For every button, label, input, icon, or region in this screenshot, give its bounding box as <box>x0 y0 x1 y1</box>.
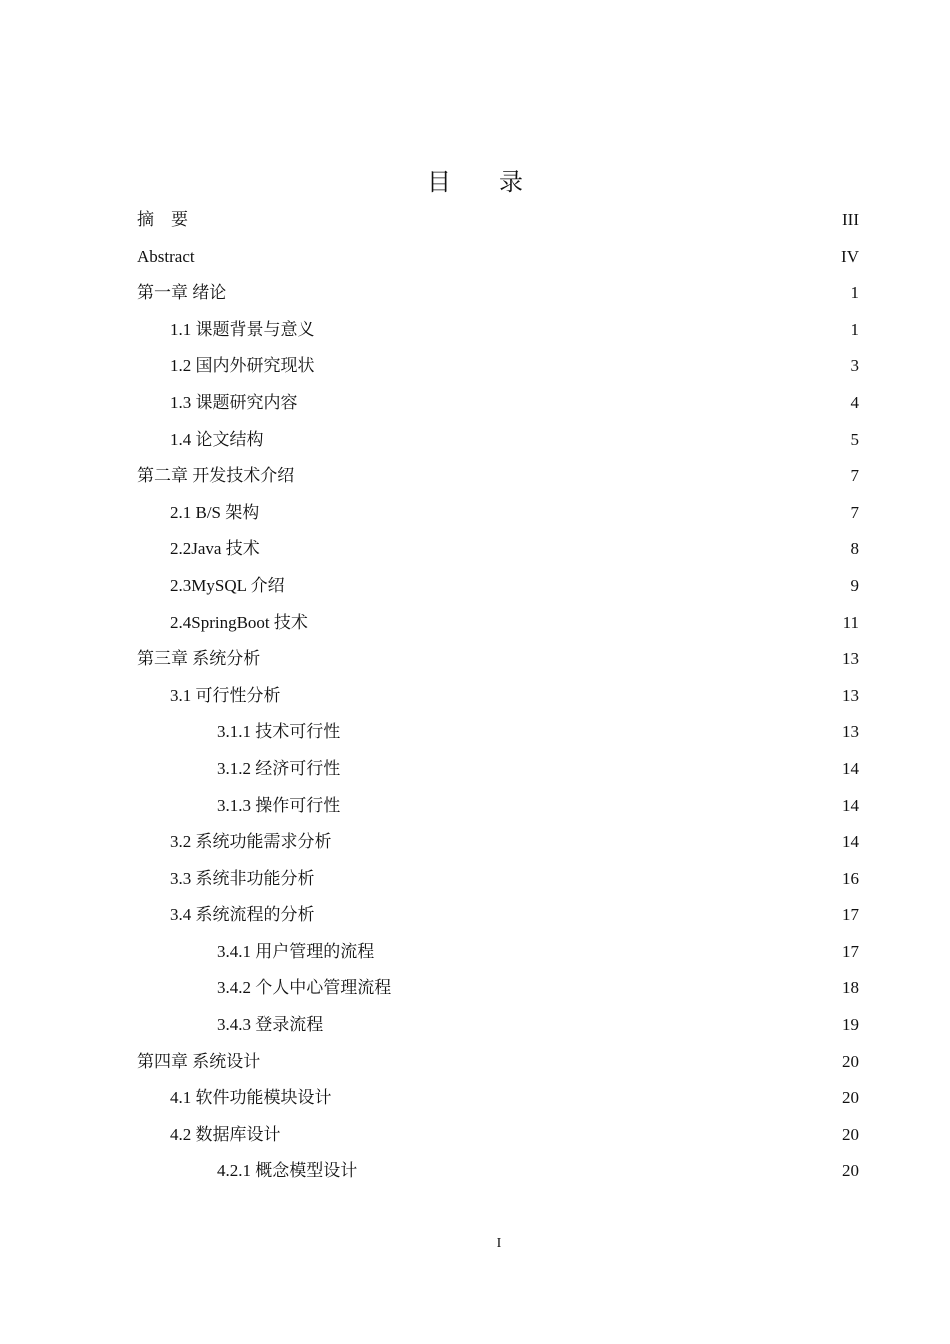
toc-entry-page: 17 <box>842 941 859 961</box>
toc-entry-page: 14 <box>842 795 859 815</box>
toc-entry-label: 第一章 绪论 <box>137 283 227 303</box>
toc-entry-page: 1 <box>850 283 859 303</box>
toc-entry[interactable] <box>137 385 859 422</box>
toc-entry-page: 4 <box>850 392 859 412</box>
toc-entry[interactable] <box>137 824 859 861</box>
toc-entry[interactable] <box>137 751 859 788</box>
table-of-contents <box>137 202 859 1190</box>
toc-entry[interactable] <box>137 934 859 971</box>
toc-entry[interactable] <box>137 348 859 385</box>
toc-entry-label: 3.2 系统功能需求分析 <box>170 832 332 852</box>
toc-entry[interactable] <box>137 275 859 312</box>
toc-entry-page: 16 <box>842 868 859 888</box>
toc-entry-label: 2.3MySQL 介绍 <box>170 575 285 595</box>
toc-entry-label: 3.4.2 个人中心管理流程 <box>217 978 392 998</box>
toc-entry[interactable] <box>137 239 859 276</box>
toc-entry[interactable] <box>137 861 859 898</box>
toc-entry-label: 3.1.1 技术可行性 <box>217 722 341 742</box>
toc-entry-label: 3.4.3 登录流程 <box>217 1015 324 1035</box>
toc-entry-label: 1.2 国内外研究现状 <box>170 356 315 376</box>
toc-entry-page: 11 <box>842 612 859 632</box>
toc-entry-page: 8 <box>850 539 859 559</box>
toc-entry-label: 1.1 课题背景与意义 <box>170 319 315 339</box>
toc-entry-label: 2.1 B/S 架构 <box>170 502 260 522</box>
toc-entry-page: 5 <box>850 429 859 449</box>
toc-entry[interactable] <box>137 788 859 825</box>
page-title: 目录 <box>427 168 571 196</box>
toc-entry-page: 7 <box>850 466 859 486</box>
toc-entry-label: 1.4 论文结构 <box>170 429 264 449</box>
toc-entry-page: III <box>842 210 859 229</box>
toc-entry-page: 14 <box>842 758 859 778</box>
toc-entry[interactable] <box>137 1153 859 1190</box>
toc-entry[interactable] <box>137 678 859 715</box>
toc-entry[interactable] <box>137 641 859 678</box>
toc-entry[interactable] <box>137 312 859 349</box>
toc-entry[interactable] <box>137 422 859 459</box>
toc-entry-page: 3 <box>850 356 859 376</box>
toc-entry-page: 13 <box>842 685 859 705</box>
toc-entry-page: 19 <box>842 1015 859 1035</box>
toc-entry-page: 20 <box>842 1124 859 1144</box>
toc-entry-page: 20 <box>842 1088 859 1108</box>
toc-entry-page: 13 <box>842 649 859 669</box>
toc-entry[interactable] <box>137 1044 859 1081</box>
toc-entry-page: IV <box>841 246 859 266</box>
toc-entry[interactable] <box>137 1007 859 1044</box>
toc-entry-label: 3.3 系统非功能分析 <box>170 868 315 888</box>
toc-entry[interactable] <box>137 605 859 642</box>
toc-entry[interactable] <box>137 568 859 605</box>
toc-entry-label: 4.2 数据库设计 <box>170 1124 281 1144</box>
toc-entry-page: 18 <box>842 978 859 998</box>
toc-entry[interactable] <box>137 897 859 934</box>
toc-entry-page: 9 <box>850 575 859 595</box>
toc-entry[interactable] <box>137 1117 859 1154</box>
toc-entry-label: 2.2Java 技术 <box>170 539 260 559</box>
toc-entry-page: 7 <box>850 502 859 522</box>
toc-entry[interactable] <box>137 202 859 239</box>
toc-entry-label: 4.2.1 概念模型设计 <box>217 1161 358 1181</box>
toc-entry-label: 4.1 软件功能模块设计 <box>170 1088 332 1108</box>
toc-entry-label: 第二章 开发技术介绍 <box>137 466 295 486</box>
toc-entry[interactable] <box>137 495 859 532</box>
toc-entry-page: 17 <box>842 905 859 925</box>
toc-entry[interactable] <box>137 531 859 568</box>
toc-entry-label: 第三章 系统分析 <box>137 649 261 669</box>
toc-entry-label: 3.4.1 用户管理的流程 <box>217 941 375 961</box>
toc-entry-label: 3.1.3 操作可行性 <box>217 795 341 815</box>
toc-entry-page: 20 <box>842 1051 859 1071</box>
toc-entry-page: 14 <box>842 832 859 852</box>
toc-entry-label: 1.3 课题研究内容 <box>170 392 298 412</box>
toc-entry-label: 摘 要 <box>137 210 188 229</box>
page-number: I <box>496 1236 502 1251</box>
toc-entry-page: 20 <box>842 1161 859 1181</box>
toc-entry[interactable] <box>137 1080 859 1117</box>
toc-entry-label: 第四章 系统设计 <box>137 1051 261 1071</box>
toc-entry-page: 13 <box>842 722 859 742</box>
toc-entry[interactable] <box>137 970 859 1007</box>
toc-entry-label: Abstract <box>137 246 195 266</box>
toc-entry-page: 1 <box>850 319 859 339</box>
toc-entry[interactable] <box>137 714 859 751</box>
toc-entry-label: 3.1.2 经济可行性 <box>217 758 341 778</box>
toc-entry[interactable] <box>137 458 859 495</box>
toc-entry-label: 2.4SpringBoot 技术 <box>170 612 308 632</box>
toc-entry-label: 3.1 可行性分析 <box>170 685 281 705</box>
toc-entry-label: 3.4 系统流程的分析 <box>170 905 315 925</box>
